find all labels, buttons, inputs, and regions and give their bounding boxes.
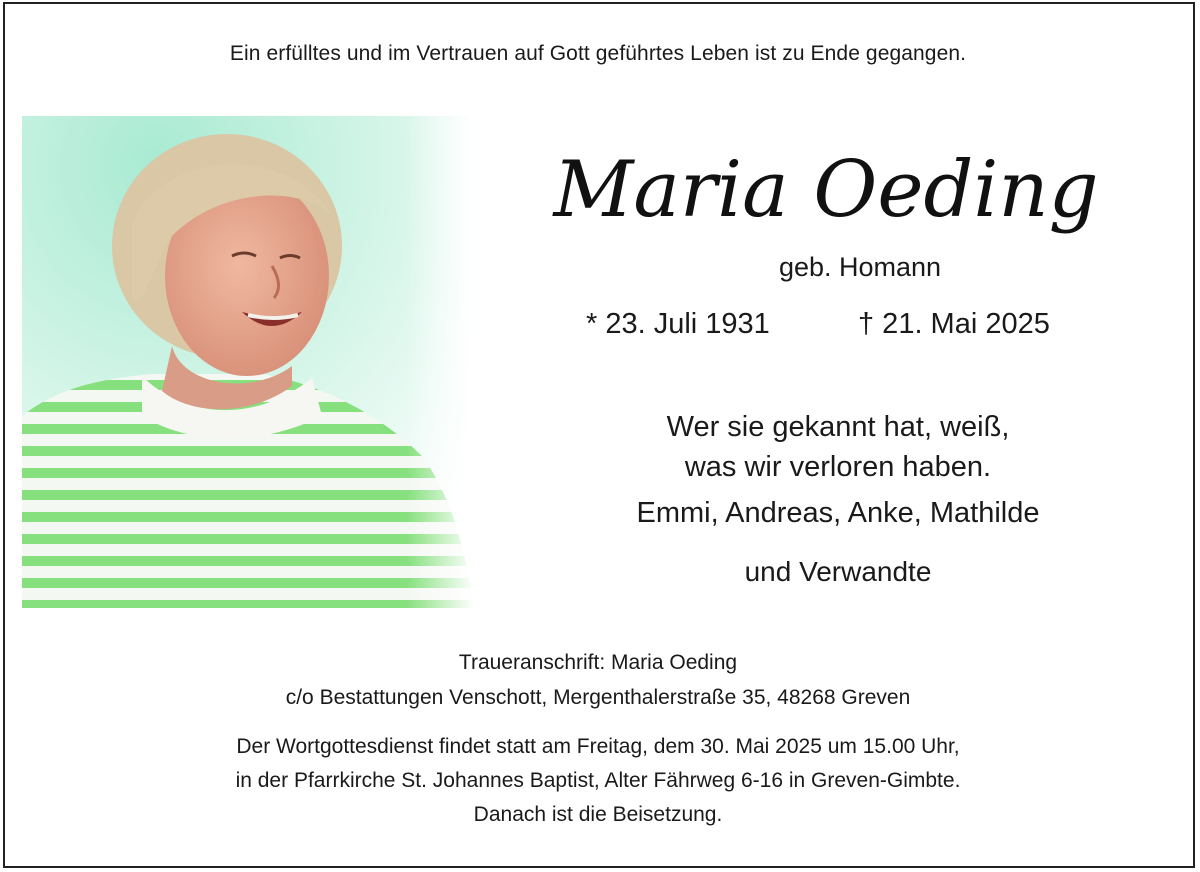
service-line-2: in der Pfarrkirche St. Johannes Baptist, Alter Fährweg 6-16 in Greven-Gimbte.	[235, 769, 961, 792]
deceased-name	[552, 138, 1100, 258]
deceased-name-text: Maria Oeding	[553, 145, 1099, 235]
death-date: † 21. Mai 2025	[858, 308, 1050, 340]
intro-text: Ein erfülltes und im Vertrauen auf Gott geführtes Leben ist zu Ende gegangen.	[229, 42, 967, 65]
service-line-1: Der Wortgottesdienst findet statt am Freitag, dem 30. Mai 2025 um 15.00 Uhr,	[236, 735, 960, 758]
birth-date: * 23. Juli 1931	[586, 308, 770, 340]
service-line-3: Danach ist die Beisetzung.	[473, 803, 723, 826]
mourners-names: Emmi, Andreas, Anke, Mathilde	[636, 497, 1040, 529]
quote-line-1: Wer sie gekannt hat, weiß,	[666, 411, 1010, 443]
address-line-1: Traueranschrift: Maria Oeding	[458, 651, 738, 674]
portrait-photo	[22, 116, 474, 608]
relatives-line: und Verwandte	[744, 556, 932, 587]
address-line-2: c/o Bestattungen Venschott, Mergenthalerstraße 35, 48268 Greven	[285, 686, 911, 709]
quote-line-2: was wir verloren haben.	[684, 451, 992, 483]
maiden-name: geb. Homann	[778, 252, 942, 282]
